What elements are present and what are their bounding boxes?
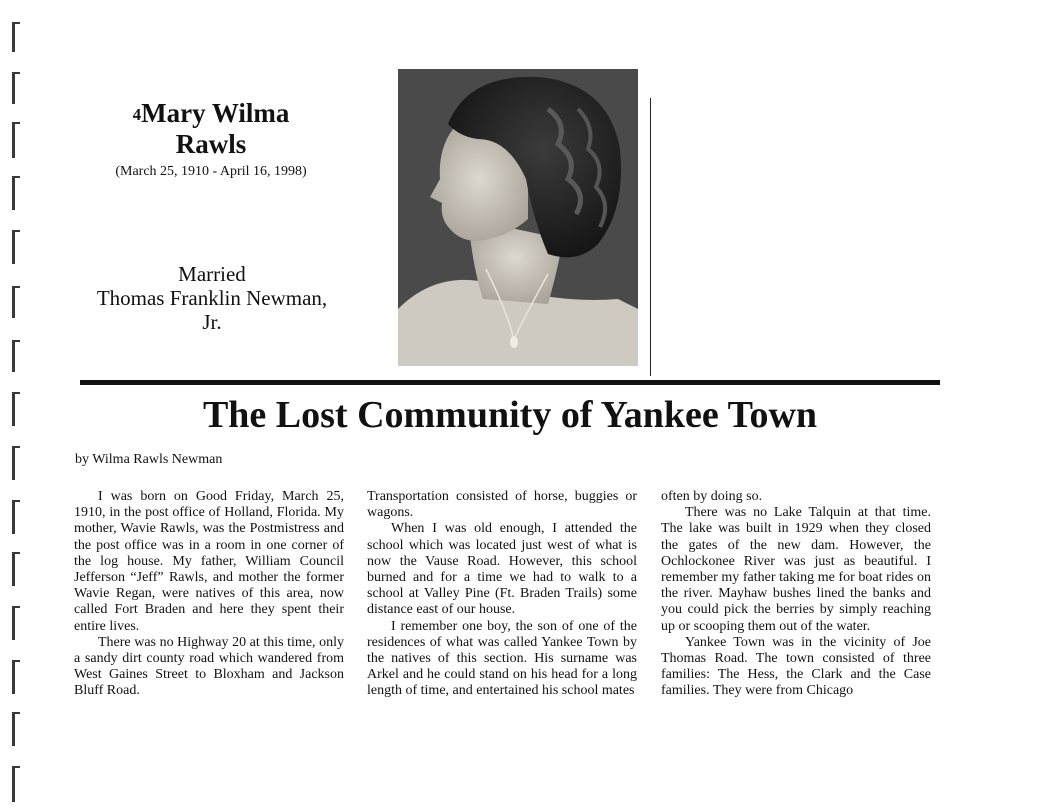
binder-mark — [12, 660, 15, 694]
binder-mark — [12, 712, 15, 746]
binder-mark — [12, 72, 15, 104]
binder-mark — [12, 122, 15, 158]
binder-mark — [12, 176, 15, 210]
binder-mark — [12, 340, 15, 372]
spouse-name-line2: Jr. — [202, 310, 222, 334]
paragraph: often by doing so. — [661, 489, 763, 504]
binder-mark — [12, 446, 15, 480]
generation-number: 4 — [132, 105, 142, 124]
article-title: The Lost Community of Yankee Town — [202, 394, 818, 436]
portrait-illustration — [398, 69, 638, 366]
paragraph: There was no Lake Talquin at that time. The lake was built in 1929 when they closed the gates of the new dam. However, the Ochlockonee River was just as beautiful. I remember my father taking me for boat rides on the river. Mayhaw bushes lined the banks and you could pick the berries by simply reaching up or scooping them out of the water. — [661, 505, 931, 634]
paragraph: Transportation consisted of horse, buggies or wagons. — [367, 489, 637, 521]
married-label: Married — [178, 262, 246, 286]
binder-mark — [12, 230, 15, 264]
profile-first-names: Mary Wilma — [141, 98, 290, 128]
profile-heading — [80, 98, 342, 180]
binder-mark — [12, 606, 15, 640]
vertical-divider — [650, 98, 651, 376]
article-column-1 — [74, 489, 344, 700]
binder-mark — [12, 286, 15, 318]
article-column-2 — [367, 489, 637, 700]
paragraph: There was no Highway 20 at this time, only a sandy dirt county road which wandered from West Gaines Street to Bloxham and Jackson Bluff Road. — [74, 634, 344, 699]
binder-mark — [12, 22, 15, 52]
article-column-3 — [661, 489, 931, 700]
marriage-info — [62, 262, 362, 334]
paragraph: I was born on Good Friday, March 25, 1910, in the post office of Holland, Florida. My mother, Wavie Rawls, was the Postmistress and the post office was in a room in one corner of the log house. My father, William Council Jefferson “Jeff” Rawls, and mother the former Wavie Regan, were natives of this area, now called Fort Braden and here they spent their entire lives. — [74, 489, 344, 634]
paragraph: When I was old enough, I attended the school which was located just west of what is now the Vause Road. However, this school burned and for a time we had to walk to a school at Valley Pine (Ft. Braden Trails) some distance east of our house. — [367, 521, 637, 618]
profile-surname: Rawls — [175, 129, 247, 159]
portrait-photo — [398, 69, 638, 366]
article-byline: by Wilma Rawls Newman — [75, 452, 223, 467]
paragraph: I remember one boy, the son of one of the residences of what was called Yankee Town by the natives of this section. His surname was Arkel and he could stand on his head for a long length of time, and entertained his school mates — [367, 618, 637, 699]
binder-mark — [12, 500, 15, 534]
horizontal-divider — [80, 380, 940, 385]
profile-dates: (March 25, 1910 - April 16, 1998) — [115, 164, 307, 179]
binder-mark — [12, 392, 15, 426]
binder-mark — [12, 552, 15, 586]
paragraph: Yankee Town was in the vicinity of Joe Thomas Road. The town consisted of three families: The Hess, the Clark and the Case families. They were from Chicago — [661, 634, 931, 699]
spouse-name-line1: Thomas Franklin Newman, — [96, 286, 328, 310]
profile-name-line1 — [80, 98, 342, 129]
binder-mark — [12, 766, 15, 802]
